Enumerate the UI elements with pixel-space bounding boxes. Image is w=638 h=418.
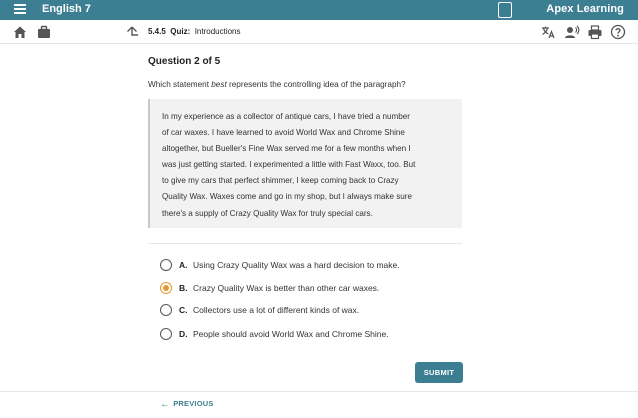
- activity-name: Introductions: [194, 27, 241, 36]
- briefcase-icon[interactable]: [36, 24, 52, 40]
- option-letter: C.: [179, 305, 188, 315]
- home-icon[interactable]: [12, 24, 28, 40]
- passage-line: Quality Wax. Waxes come and go in my shop, but I always make sure: [162, 192, 412, 202]
- passage-line: to give my cars that perfect shimmer, I keep coming back to Crazy: [162, 176, 399, 186]
- divider: [148, 243, 462, 244]
- previous-button[interactable]: [160, 399, 214, 410]
- answer-option-b[interactable]: [160, 280, 460, 296]
- radio-button[interactable]: [160, 259, 172, 271]
- help-icon[interactable]: [610, 24, 626, 40]
- print-icon[interactable]: [587, 24, 603, 40]
- menu-icon[interactable]: [14, 4, 26, 16]
- apex-logo-icon: [498, 2, 512, 18]
- section-number: 5.4.5: [148, 27, 166, 36]
- passage-line: In my experience as a collector of antique cars, I have tried a number: [162, 112, 410, 121]
- answer-option-c[interactable]: [160, 302, 460, 318]
- passage-line: was just getting started. I experimented a little with Fast Waxx, too. But: [162, 160, 416, 170]
- submit-button[interactable]: SUBMIT: [415, 362, 463, 383]
- prompt-emphasis: best: [211, 80, 227, 89]
- answer-option-d[interactable]: [160, 326, 460, 342]
- question-header: Question 2 of 5: [148, 56, 221, 67]
- option-text: Crazy Quality Wax is better than other car waxes.: [193, 283, 380, 293]
- radio-button[interactable]: [160, 282, 172, 294]
- passage-line: altogether, but Bueller's Fine Wax served me for a few months when I: [162, 144, 411, 154]
- option-text: People should avoid World Wax and Chrome Shine.: [193, 329, 389, 339]
- translate-icon[interactable]: [540, 24, 556, 40]
- prompt-text-start: Which statement: [148, 80, 212, 89]
- radio-button[interactable]: [160, 328, 172, 340]
- course-title: English 7: [42, 3, 91, 15]
- breadcrumb: [148, 27, 241, 36]
- passage-block: [148, 99, 462, 228]
- option-letter: D.: [179, 329, 188, 339]
- footer-divider: [0, 391, 638, 392]
- question-prompt: [148, 80, 406, 89]
- prompt-text-end: represents the controlling idea of the paragraph?: [226, 80, 406, 89]
- back-arrow-icon[interactable]: [124, 24, 140, 40]
- passage-line: of car waxes. I have learned to avoid World Wax and Chrome Shine: [162, 128, 405, 138]
- text-to-speech-icon[interactable]: [564, 24, 580, 40]
- left-arrow-icon: ←: [160, 399, 171, 410]
- radio-button[interactable]: [160, 304, 172, 316]
- question-area: [148, 56, 468, 89]
- toolbar: [0, 20, 638, 44]
- activity-type: Quiz:: [170, 27, 191, 36]
- answer-option-a[interactable]: [160, 257, 460, 273]
- option-letter: A.: [179, 260, 188, 270]
- passage-line: there's a supply of Crazy Quality Wax for truly special cars.: [162, 208, 373, 218]
- brand-name: Apex Learning: [546, 3, 624, 15]
- app-header: [0, 0, 638, 20]
- previous-label: PREVIOUS: [173, 399, 214, 408]
- option-letter: B.: [179, 283, 188, 293]
- option-text: Using Crazy Quality Wax was a hard decision to make.: [193, 260, 400, 270]
- option-text: Collectors use a lot of different kinds of wax.: [193, 305, 360, 315]
